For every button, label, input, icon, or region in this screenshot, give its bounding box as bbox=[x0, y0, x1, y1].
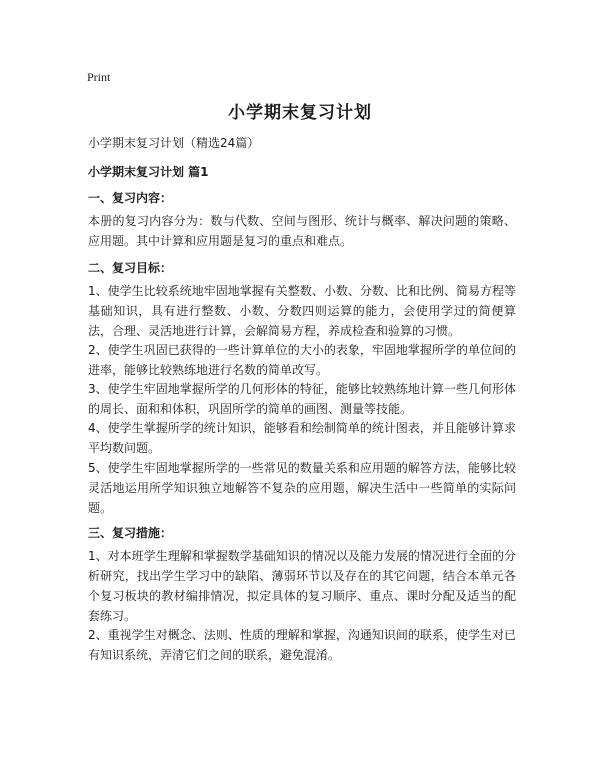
goal-item-4: 4、使学生掌握所学的统计知识，能够看和绘制简单的统计图表，并且能够计算求平均数问题。 bbox=[88, 421, 516, 455]
goal-item-5: 5、使学生牢固地掌握所学的一些常见的数量关系和应用题的解答方法，能够比较灵活地运用所学知识独立地解答不复杂的应用题，解决生活中一些简单的实际问题。 bbox=[88, 461, 516, 515]
content-paragraph: 本册的复习内容分为：数与代数、空间与图形、统计与概率、解决问题的策略、应用题。其中计算和应用题是复习的重点和难点。 bbox=[88, 214, 516, 248]
measure-item-1: 1、对本班学生理解和掌握数学基础知识的情况以及能力发展的情况进行全面的分析研究，找出学生学习中的缺陷、薄弱环节以及存在的其它问题，结合本单元各个复习板块的教材编排情况，拟定具体的复习顺序、重点、课时分配及适当的配套练习。 bbox=[88, 549, 516, 623]
document-subtitle: 小学期末复习计划（精选24篇） bbox=[88, 136, 260, 150]
goal-item-1: 1、使学生比较系统地牢固地掌握有关整数、小数、分数、比和比例、简易方程等基础知识，具有进行整数、小数、分数四则运算的能力，会使用学过的简便算法，合理、灵活地进行计算，会解简易方程，养成检查和验算的习惯。 bbox=[88, 284, 516, 338]
page-title: 小学期末复习计划 bbox=[228, 103, 372, 123]
goal-item-2: 2、使学生巩固已获得的一些计算单位的大小的表象，牢固地掌握所学的单位间的进率，能够比较熟练地进行名数的简单改写。 bbox=[88, 343, 516, 377]
print-link[interactable]: Print bbox=[87, 70, 111, 84]
measure-item-2: 2、重视学生对概念、法则、性质的理解和掌握，沟通知识间的联系，使学生对已有知识系统，弄清它们之间的联系，避免混淆。 bbox=[88, 628, 516, 662]
goals-heading: 二、复习目标： bbox=[88, 261, 173, 275]
section-title: 小学期末复习计划 篇1 bbox=[88, 165, 209, 179]
goal-item-3: 3、使学生牢固地掌握所学的几何形体的特征，能够比较熟练地计算一些几何形体的周长、面和和体积，巩固所学的简单的画图、测量等技能。 bbox=[88, 382, 516, 416]
content-heading: 一、复习内容： bbox=[88, 191, 173, 205]
measures-heading: 三、复习措施： bbox=[88, 526, 173, 540]
